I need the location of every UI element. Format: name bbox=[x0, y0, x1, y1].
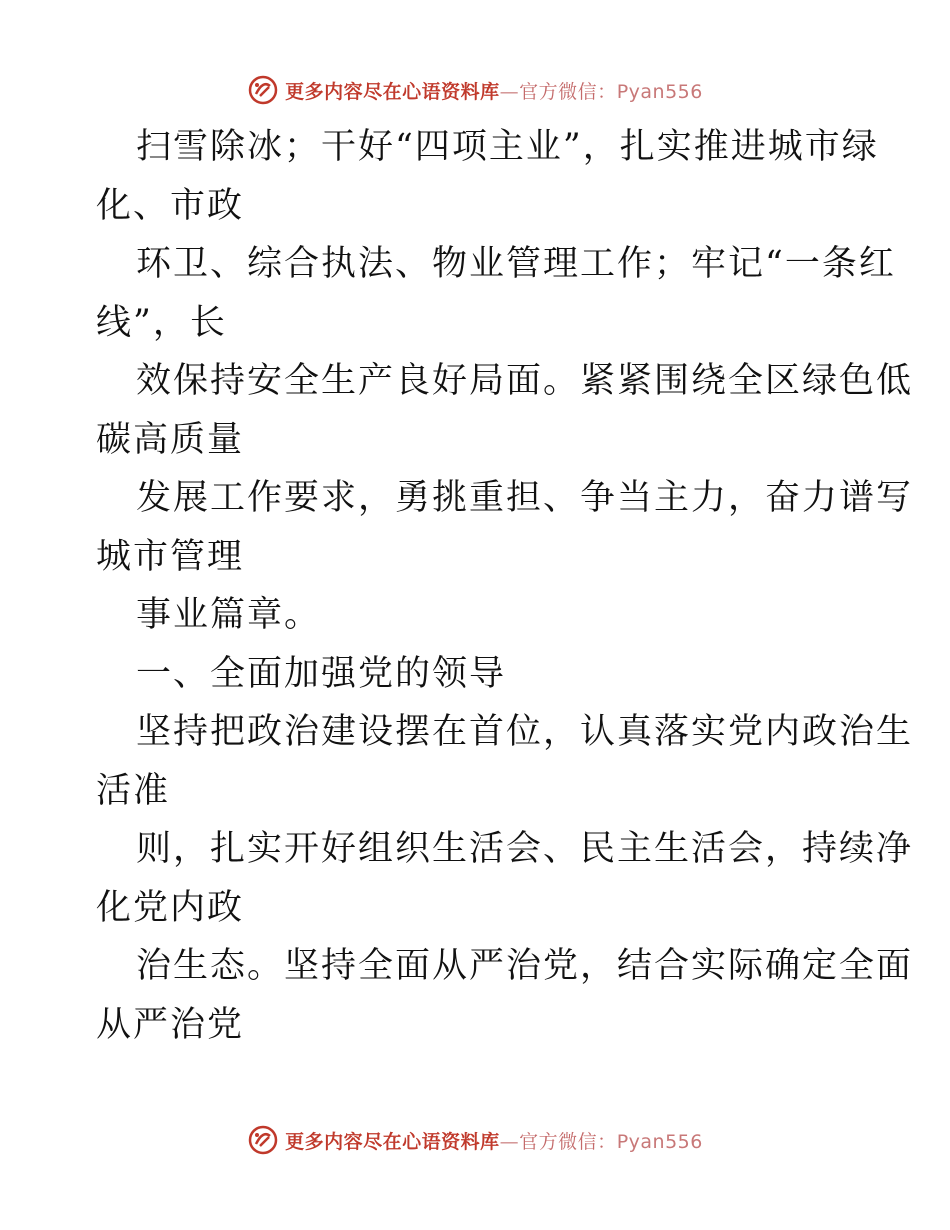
text-line: 城市管理 bbox=[96, 536, 245, 577]
text-line: 从严治党 bbox=[96, 1004, 245, 1045]
watermark-id: Pyan556 bbox=[616, 80, 703, 103]
text-line: 一、全面加强党的领导 bbox=[136, 653, 507, 694]
text-line: 事业篇章。 bbox=[136, 595, 322, 635]
text-line: 坚持把政治建设摆在首位，认真落实党内政治生 bbox=[136, 712, 914, 752]
text-line: 扫雪除冰；干好“四项主业”，扎实推进城市绿 bbox=[136, 127, 879, 167]
footer-watermark bbox=[0, 1120, 950, 1160]
text-line: 碳高质量 bbox=[96, 419, 245, 460]
text-line: 治生态。坚持全面从严治党，结合实际确定全面 bbox=[136, 946, 914, 986]
watermark-text bbox=[285, 1127, 703, 1154]
watermark-contact: 官方微信： bbox=[519, 1130, 617, 1153]
watermark-text bbox=[285, 77, 703, 104]
watermark-brand: 更多内容尽在心语资料库 bbox=[285, 1130, 500, 1153]
text-line: 化、市政 bbox=[96, 185, 245, 226]
watermark-id: Pyan556 bbox=[616, 1130, 703, 1153]
watermark-brand: 更多内容尽在心语资料库 bbox=[285, 80, 500, 103]
seal-logo-icon bbox=[247, 74, 279, 106]
text-line: 化党内政 bbox=[96, 887, 245, 928]
watermark-separator: — bbox=[499, 1130, 520, 1153]
text-line: 则，扎实开好组织生活会、民主生活会，持续净 bbox=[136, 829, 914, 869]
text-line: 活准 bbox=[96, 770, 171, 811]
document-body bbox=[96, 118, 914, 1054]
text-line: 环卫、综合执法、物业管理工作；牢记“一条红 bbox=[136, 244, 896, 284]
watermark-contact: 官方微信： bbox=[519, 80, 617, 103]
text-line: 线”，长 bbox=[96, 302, 227, 343]
header-watermark bbox=[0, 70, 950, 110]
text-line: 效保持安全生产良好局面。紧紧围绕全区绿色低 bbox=[136, 361, 914, 401]
text-line: 发展工作要求，勇挑重担、争当主力，奋力谱写 bbox=[136, 478, 914, 518]
watermark-separator: — bbox=[499, 80, 520, 103]
seal-logo-icon bbox=[247, 1124, 279, 1156]
